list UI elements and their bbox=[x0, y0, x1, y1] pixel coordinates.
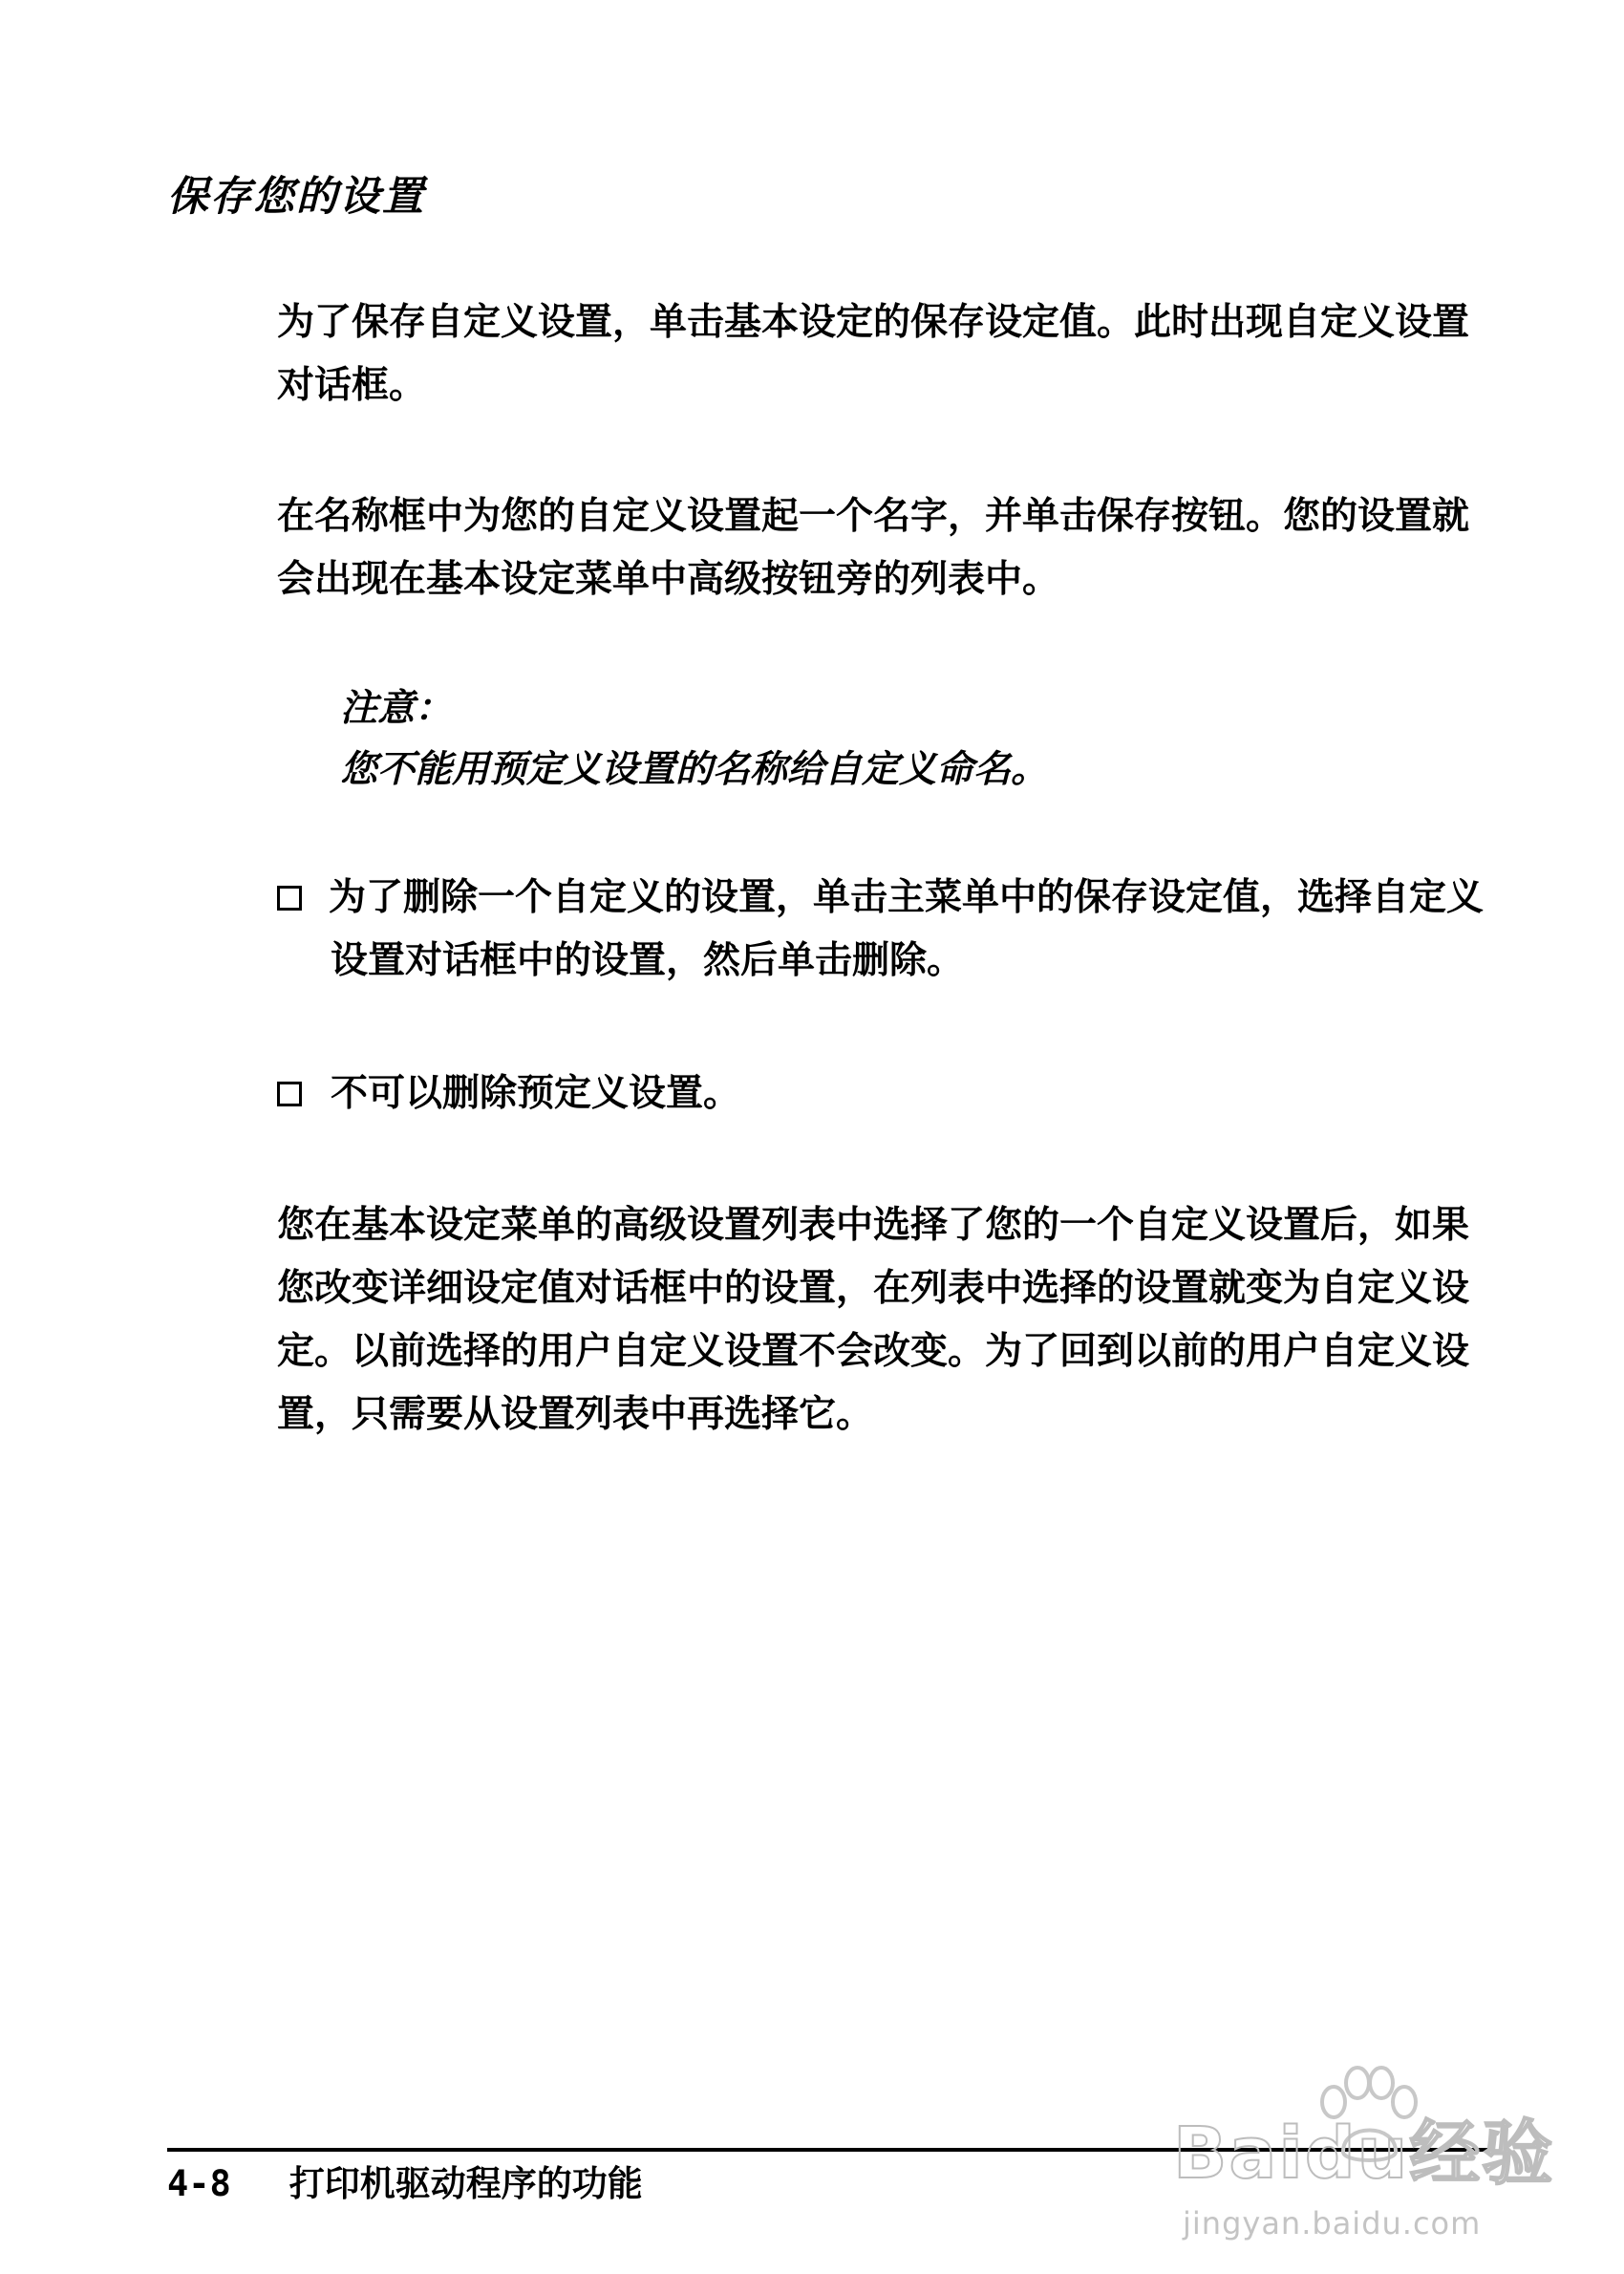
note-label: 注意： bbox=[340, 687, 453, 730]
bullet-text: 为了删除一个自定义的设置，单击主菜单中的保存设定值，选择自定义设置对话框中的设置，然后单击删除。 bbox=[329, 876, 1485, 982]
paragraph-user-settings: 您在基本设定菜单的高级设置列表中选择了您的一个自定义设置后，如果您改变详细设定值对话框中的设置，在列表中选择的设置就变为自定义设定。以前选择的用户自定义设置不会改变。为了回到以前的用户自定义设置，只需要从设置列表中再选择它。 bbox=[277, 1204, 1470, 1436]
bullet-text: 不可以删除预定义设置。 bbox=[331, 1072, 741, 1115]
note-block bbox=[340, 678, 1048, 801]
baidu-watermark bbox=[1173, 2064, 1574, 2255]
page-number: 4-8 bbox=[167, 2163, 231, 2204]
bullet-item-predefined bbox=[277, 1062, 1485, 1126]
paragraph-name-settings: 在名称框中为您的自定义设置起一个名字，并单击保存按钮。您的设置就会出现在基本设定菜单中高级按钮旁的列表中。 bbox=[277, 495, 1470, 601]
chapter-title: 打印机驱动程序的功能 bbox=[288, 2163, 643, 2204]
paragraph-save-settings: 为了保存自定义设置，单击基本设定的保存设定值。此时出现自定义设置对话框。 bbox=[277, 301, 1470, 407]
checkbox-icon bbox=[277, 1082, 302, 1106]
bullet-item-delete bbox=[277, 867, 1485, 993]
bullet-text-wrap bbox=[277, 1062, 1485, 1126]
watermark-brand: Baidu经验 bbox=[1173, 2113, 1555, 2195]
section-title: 保存您的设置 bbox=[167, 173, 425, 221]
page-footer bbox=[167, 2157, 643, 2211]
checkbox-icon bbox=[277, 886, 302, 911]
watermark-url: jingyan.baidu.com bbox=[1183, 2205, 1482, 2242]
bullet-text-wrap bbox=[277, 867, 1485, 993]
note-text: 您不能用预定义设置的名称给自定义命名。 bbox=[340, 748, 1049, 791]
